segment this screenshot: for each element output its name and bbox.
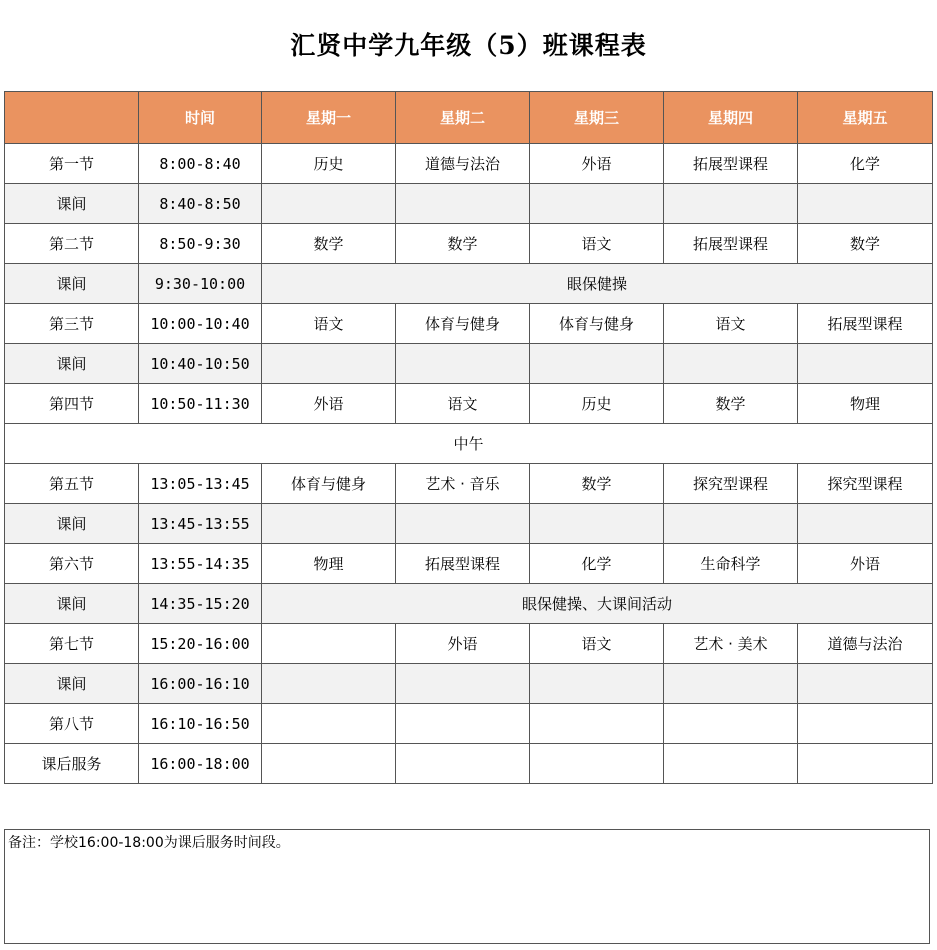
- subject-cell-wednesday: 体育与健身: [530, 304, 664, 344]
- lunch-row: [5, 424, 933, 464]
- period-label: 第四节: [5, 384, 139, 424]
- subject-cell-monday: [262, 664, 396, 704]
- subject-cell-thursday: [664, 184, 798, 224]
- subject-cell-wednesday: [530, 344, 664, 384]
- period-row: [5, 304, 933, 344]
- period-label: 第三节: [5, 304, 139, 344]
- subject-cell-friday: 拓展型课程: [798, 304, 933, 344]
- subject-cell-monday: [262, 344, 396, 384]
- period-time: 15:20-16:00: [139, 624, 262, 664]
- break-row: [5, 344, 933, 384]
- subject-cell-friday: [798, 504, 933, 544]
- subject-cell-tuesday: 体育与健身: [396, 304, 530, 344]
- break-activity-cell: 眼保健操: [262, 264, 933, 304]
- subject-cell-wednesday: [530, 504, 664, 544]
- subject-cell-monday: [262, 624, 396, 664]
- period-time: 16:00-18:00: [139, 744, 262, 784]
- subject-cell-wednesday: 化学: [530, 544, 664, 584]
- break-row: [5, 184, 933, 224]
- subject-cell-tuesday: [396, 184, 530, 224]
- header-friday: 星期五: [798, 92, 933, 144]
- break-row: [5, 504, 933, 544]
- period-row: [5, 624, 933, 664]
- period-time: 14:35-15:20: [139, 584, 262, 624]
- period-row: [5, 544, 933, 584]
- lunch-cell: 中午: [5, 424, 933, 464]
- subject-cell-friday: 道德与法治: [798, 624, 933, 664]
- schedule-table: [4, 91, 933, 784]
- subject-cell-tuesday: [396, 704, 530, 744]
- period-row: [5, 224, 933, 264]
- subject-cell-tuesday: 外语: [396, 624, 530, 664]
- period-label: 第七节: [5, 624, 139, 664]
- subject-cell-friday: 化学: [798, 144, 933, 184]
- break-row: [5, 264, 933, 304]
- subject-cell-monday: 外语: [262, 384, 396, 424]
- period-time: 13:05-13:45: [139, 464, 262, 504]
- period-time: 10:50-11:30: [139, 384, 262, 424]
- subject-cell-monday: 历史: [262, 144, 396, 184]
- subject-cell-monday: 体育与健身: [262, 464, 396, 504]
- period-time: 8:00-8:40: [139, 144, 262, 184]
- subject-cell-thursday: 拓展型课程: [664, 224, 798, 264]
- subject-cell-monday: 语文: [262, 304, 396, 344]
- subject-cell-friday: [798, 744, 933, 784]
- period-time: 10:00-10:40: [139, 304, 262, 344]
- subject-cell-thursday: 生命科学: [664, 544, 798, 584]
- period-time: 13:55-14:35: [139, 544, 262, 584]
- subject-cell-friday: 探究型课程: [798, 464, 933, 504]
- subject-cell-thursday: [664, 664, 798, 704]
- schedule-body: [5, 144, 933, 784]
- subject-cell-monday: [262, 744, 396, 784]
- subject-cell-friday: 物理: [798, 384, 933, 424]
- period-label: 第八节: [5, 704, 139, 744]
- subject-cell-tuesday: [396, 744, 530, 784]
- period-label: 课间: [5, 344, 139, 384]
- subject-cell-wednesday: 语文: [530, 624, 664, 664]
- period-label: 课后服务: [5, 744, 139, 784]
- period-label: 第二节: [5, 224, 139, 264]
- subject-cell-wednesday: [530, 184, 664, 224]
- period-row: [5, 144, 933, 184]
- subject-cell-thursday: 语文: [664, 304, 798, 344]
- subject-cell-tuesday: 语文: [396, 384, 530, 424]
- subject-cell-wednesday: 数学: [530, 464, 664, 504]
- subject-cell-thursday: 艺术 · 美术: [664, 624, 798, 664]
- subject-cell-wednesday: 语文: [530, 224, 664, 264]
- subject-cell-wednesday: [530, 664, 664, 704]
- period-row: [5, 744, 933, 784]
- header-monday: 星期一: [262, 92, 396, 144]
- note-box: 备注：学校16:00-18:00为课后服务时间段。: [4, 829, 930, 944]
- subject-cell-monday: 数学: [262, 224, 396, 264]
- subject-cell-friday: 外语: [798, 544, 933, 584]
- header-row: [5, 92, 933, 144]
- period-time: 13:45-13:55: [139, 504, 262, 544]
- subject-cell-monday: 物理: [262, 544, 396, 584]
- period-label: 课间: [5, 264, 139, 304]
- subject-cell-tuesday: [396, 344, 530, 384]
- subject-cell-wednesday: [530, 744, 664, 784]
- subject-cell-tuesday: [396, 664, 530, 704]
- subject-cell-tuesday: 数学: [396, 224, 530, 264]
- subject-cell-friday: [798, 184, 933, 224]
- page-title: 汇贤中学九年级（5）班课程表: [290, 31, 647, 60]
- period-time: 9:30-10:00: [139, 264, 262, 304]
- subject-cell-thursday: 探究型课程: [664, 464, 798, 504]
- subject-cell-wednesday: 外语: [530, 144, 664, 184]
- period-time: 10:40-10:50: [139, 344, 262, 384]
- period-label: 课间: [5, 664, 139, 704]
- period-label: 第六节: [5, 544, 139, 584]
- subject-cell-wednesday: 历史: [530, 384, 664, 424]
- subject-cell-tuesday: [396, 504, 530, 544]
- header-wednesday: 星期三: [530, 92, 664, 144]
- subject-cell-thursday: [664, 504, 798, 544]
- subject-cell-monday: [262, 704, 396, 744]
- subject-cell-friday: [798, 704, 933, 744]
- subject-cell-friday: [798, 344, 933, 384]
- period-row: [5, 384, 933, 424]
- header-tuesday: 星期二: [396, 92, 530, 144]
- period-time: 16:00-16:10: [139, 664, 262, 704]
- period-label: 第一节: [5, 144, 139, 184]
- subject-cell-friday: 数学: [798, 224, 933, 264]
- period-label: 第五节: [5, 464, 139, 504]
- period-label: 课间: [5, 584, 139, 624]
- break-activity-cell: 眼保健操、大课间活动: [262, 584, 933, 624]
- period-row: [5, 704, 933, 744]
- header-corner: [5, 92, 139, 144]
- subject-cell-tuesday: 艺术 · 音乐: [396, 464, 530, 504]
- subject-cell-tuesday: 道德与法治: [396, 144, 530, 184]
- period-time: 8:40-8:50: [139, 184, 262, 224]
- header-time: 时间: [139, 92, 262, 144]
- break-row: [5, 584, 933, 624]
- subject-cell-thursday: [664, 744, 798, 784]
- subject-cell-thursday: [664, 344, 798, 384]
- period-time: 8:50-9:30: [139, 224, 262, 264]
- subject-cell-monday: [262, 184, 396, 224]
- subject-cell-wednesday: [530, 704, 664, 744]
- period-time: 16:10-16:50: [139, 704, 262, 744]
- subject-cell-tuesday: 拓展型课程: [396, 544, 530, 584]
- subject-cell-thursday: 数学: [664, 384, 798, 424]
- subject-cell-monday: [262, 504, 396, 544]
- subject-cell-thursday: 拓展型课程: [664, 144, 798, 184]
- period-label: 课间: [5, 184, 139, 224]
- subject-cell-friday: [798, 664, 933, 704]
- break-row: [5, 664, 933, 704]
- period-row: [5, 464, 933, 504]
- period-label: 课间: [5, 504, 139, 544]
- subject-cell-thursday: [664, 704, 798, 744]
- header-thursday: 星期四: [664, 92, 798, 144]
